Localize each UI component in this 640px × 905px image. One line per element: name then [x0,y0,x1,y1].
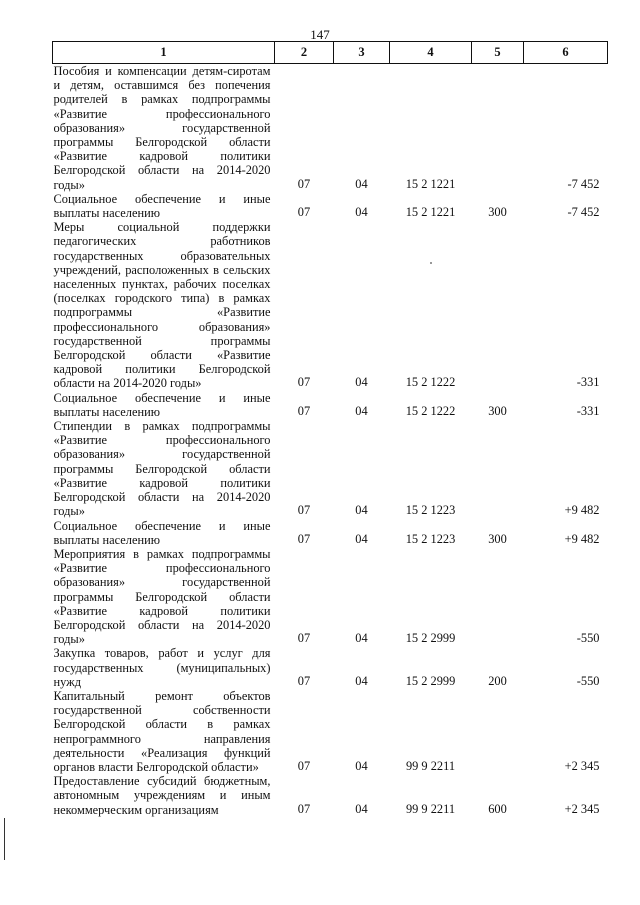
row-amount: -331 [576,403,600,418]
row-target-article: 15 2 2999 [405,673,456,688]
table-row [53,391,608,419]
header-row [53,42,608,64]
table-row [53,646,608,689]
row-description: Стипендии в рамках подпрограммы «Развитие профессионального образования» государственной программы Белгородской области «Развитие кадровой политики Белгородской области на 2014-2020 годы» [53,419,271,519]
column-header-4: 4 [390,42,472,64]
row-description: Социальное обеспечение и иные выплаты населению [53,518,271,547]
table-body [53,64,608,817]
row-subsection: 04 [355,503,368,518]
table-row [53,774,608,817]
row-expense-type [472,547,524,646]
column-header-2: 2 [275,42,334,64]
row-subsection: 04 [355,403,368,418]
row-expense-type: 200 [488,673,507,688]
row-amount: +9 482 [564,503,600,518]
row-target-article: 15 2 1221 [405,176,456,191]
row-section: 07 [297,403,311,418]
row-section: 07 [297,503,311,518]
table-row [53,547,608,646]
row-section: 07 [297,205,311,220]
row-amount: +2 345 [564,758,600,773]
row-subsection: 04 [355,801,368,816]
row-subsection: 04 [355,205,368,220]
row-amount: -331 [576,375,600,390]
row-expense-type: 300 [488,205,507,220]
row-section: 07 [297,758,311,773]
row-subsection: 04 [355,176,368,191]
row-section: 07 [297,801,311,816]
row-target-article: 15 2 1222 [405,375,456,390]
column-header-3: 3 [334,42,390,64]
row-target-article: 99 9 2211 [405,801,456,816]
row-description: Социальное обеспечение и иные выплаты населению [53,390,271,419]
row-subsection: 04 [355,758,368,773]
row-description: Пособия и компенсации детям-сиротам и детям, оставшимся без попечения родителей в рамках подпрограммы «Развитие профессионального образования» государственной программы Белгородской области «Развитие кадровой политики Белгородской области на 2014-2020 годы» [53,64,271,192]
table-row [53,689,608,774]
row-section: 07 [297,375,311,390]
row-description: Закупка товаров, работ и услуг для государственных (муниципальных) нужд [53,646,271,689]
table-header [53,42,608,64]
column-header-6: 6 [524,42,608,64]
row-subsection: 04 [355,375,368,390]
row-description: Меры социальной поддержки педагогических работников государственных образовательных учреждений, расположенных в сельских населенных пунктах, рабочих поселках (поселках городского типа) в рамках подпрограммы «Развитие профессионального образования» государственной программы Белгородской области «Развитие кадровой политики Белгородской области на 2014-2020 годы» [53,220,271,391]
table-row [53,220,608,390]
row-description: Мероприятия в рамках подпрограммы «Развитие профессионального образования» государственной программы Белгородской области «Развитие кадровой политики Белгородской области на 2014-2020 годы» [53,546,271,647]
table-row [53,519,608,547]
scan-margin-line [4,818,5,860]
column-header-1: 1 [53,42,275,64]
row-expense-type: 600 [488,801,507,816]
row-subsection: 04 [355,673,368,688]
row-amount: +2 345 [564,801,600,816]
row-amount: -550 [576,631,600,646]
row-expense-type: 300 [488,403,507,418]
table-row [53,419,608,518]
scan-speck [430,262,432,264]
row-description: Социальное обеспечение и иные выплаты населению [53,191,271,221]
row-section: 07 [297,631,311,646]
row-subsection: 04 [355,531,368,546]
row-expense-type [472,419,524,518]
row-description: Предоставление субсидий бюджетным, автономным учреждениям и иным некоммерческим организациям [53,774,271,817]
row-amount: -7 452 [567,176,600,191]
row-target-article: 15 2 1222 [405,403,456,418]
row-expense-type [472,220,524,390]
row-section: 07 [297,673,311,688]
budget-table [52,41,608,817]
row-target-article: 15 2 1221 [405,205,456,220]
row-amount: -7 452 [567,205,600,220]
row-target-article: 15 2 2999 [405,631,456,646]
row-section: 07 [297,531,311,546]
page-number: 147 [310,27,330,42]
column-header-5: 5 [472,42,524,64]
row-target-article: 99 9 2211 [405,758,456,773]
row-description: Капитальный ремонт объектов государственной собственности Белгородской области в рамках непрограммного направления деятельности «Реализация функций органов власти Белгородской области» [53,688,271,774]
table-row [53,64,608,192]
row-target-article: 15 2 1223 [405,531,456,546]
row-expense-type: 300 [488,531,507,546]
row-section: 07 [297,176,311,191]
row-expense-type [472,689,524,774]
row-subsection: 04 [355,631,368,646]
row-expense-type [472,64,524,192]
table-row [53,192,608,220]
row-target-article: 15 2 1223 [405,503,456,518]
row-amount: -550 [576,673,600,688]
row-amount: +9 482 [564,531,600,546]
